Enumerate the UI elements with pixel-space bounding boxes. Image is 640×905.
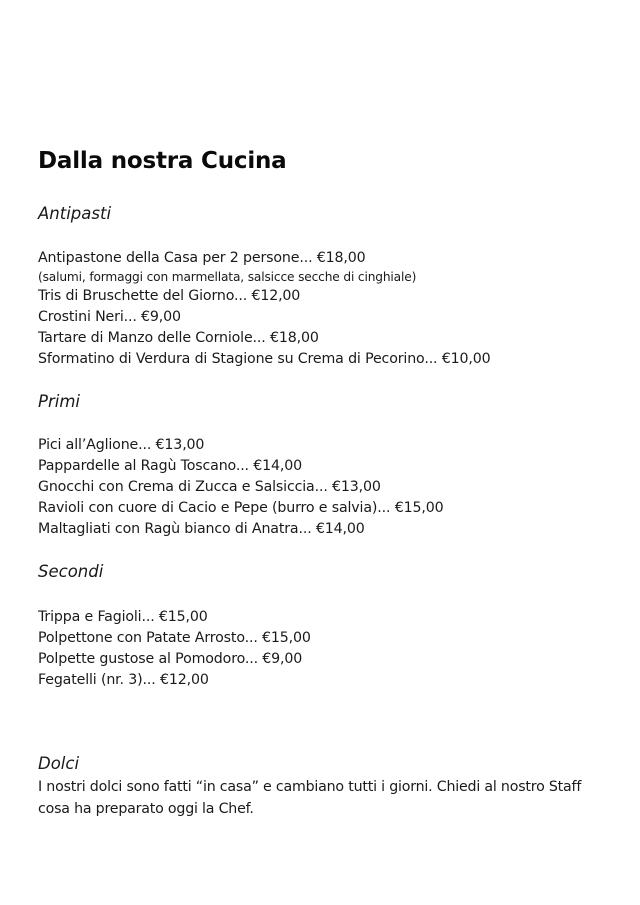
menu-item: Maltagliati con Ragù bianco di Anatra... €14,00 [38,521,365,537]
menu-item: Polpette gustose al Pomodoro... €9,00 [38,651,303,667]
menu-item: Pappardelle al Ragù Toscano... €14,00 [38,458,303,474]
menu-item: Pici all’Aglione... €13,00 [38,437,205,453]
page-title: Dalla nostra Cucina [38,148,287,174]
menu-item: Antipastone della Casa per 2 persone... €18,00 [38,250,366,266]
section-heading-primi: Primi [38,392,80,411]
menu-item: Tartare di Manzo delle Corniole... €18,00 [38,330,319,346]
dolci-description: I nostri dolci sono fatti “in casa” e cambiano tutti i giorni. Chiedi al nostro Staff cosa ha preparato oggi la Chef. [38,779,582,817]
menu-item: Trippa e Fagioli... €15,00 [38,609,208,625]
menu-item: Ravioli con cuore di Cacio e Pepe (burro e salvia)... €15,00 [38,500,444,516]
section-heading-antipasti: Antipasti [38,204,112,223]
menu-item: Fegatelli (nr. 3)... €12,00 [38,672,209,688]
menu-item: Gnocchi con Crema di Zucca e Salsiccia... €13,00 [38,479,381,495]
menu-item: Crostini Neri... €9,00 [38,309,181,325]
menu-item-note: (salumi, formaggi con marmellata, salsicce secche di cinghiale) [38,270,417,284]
menu-item: Sformatino di Verdura di Stagione su Crema di Pecorino... €10,00 [38,351,491,367]
section-heading-secondi: Secondi [38,562,104,581]
menu-item: Tris di Bruschette del Giorno... €12,00 [38,288,301,304]
section-heading-dolci: Dolci [38,754,80,773]
menu-item: Polpettone con Patate Arrosto... €15,00 [38,630,311,646]
